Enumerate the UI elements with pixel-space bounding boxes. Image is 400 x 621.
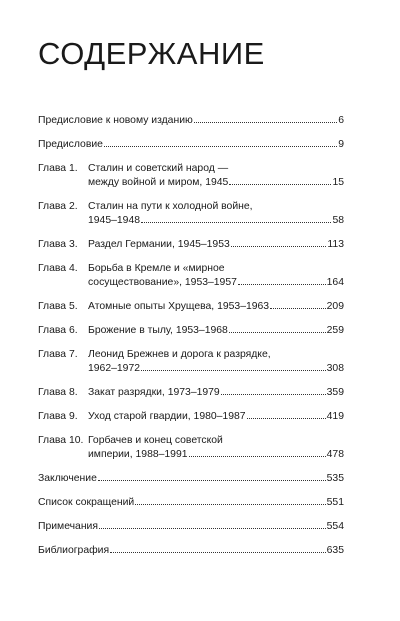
toc-entry-preface-new-edition[interactable] xyxy=(38,114,344,128)
toc-page-number: 6 xyxy=(338,115,344,126)
toc-entry-preface[interactable] xyxy=(38,138,344,152)
dot-leader xyxy=(141,370,326,371)
toc-page-number: 419 xyxy=(326,411,344,422)
toc-page-number: 478 xyxy=(326,449,344,460)
toc-entry-chapter-3[interactable] xyxy=(38,238,344,252)
toc-page-number: 635 xyxy=(326,545,344,556)
dot-leader xyxy=(194,122,337,123)
toc-entry-chapter-2[interactable] xyxy=(38,200,344,228)
chapter-label: Глава 5. xyxy=(38,301,78,312)
chapter-label: Глава 2. xyxy=(38,201,78,212)
toc-entry-chapter-6[interactable] xyxy=(38,324,344,338)
dot-leader xyxy=(141,222,331,223)
toc-entry-title: Раздел Германии, 1945–1953 xyxy=(88,239,230,250)
table-of-contents xyxy=(38,114,344,568)
toc-page-number: 209 xyxy=(326,301,344,312)
toc-entry-chapter-1[interactable] xyxy=(38,162,344,190)
toc-entry-abbreviations[interactable] xyxy=(38,496,344,510)
toc-page-number: 554 xyxy=(326,521,344,532)
chapter-label: Глава 3. xyxy=(38,239,78,250)
toc-entry-title-line1: Горбачев и конец советской xyxy=(88,435,223,446)
toc-page-number: 308 xyxy=(326,363,344,374)
toc-page-number: 535 xyxy=(326,473,344,484)
chapter-label: Глава 1. xyxy=(38,163,78,174)
toc-entry-chapter-5[interactable] xyxy=(38,300,344,314)
dot-leader xyxy=(99,528,326,529)
toc-entry-bibliography[interactable] xyxy=(38,544,344,558)
dot-leader xyxy=(104,146,337,147)
toc-entry-title: Примечания xyxy=(38,521,98,532)
toc-entry-title: Библиография xyxy=(38,545,110,556)
toc-entry-chapter-4[interactable] xyxy=(38,262,344,290)
chapter-label: Глава 4. xyxy=(38,263,78,274)
toc-entry-title: Брожение в тылу, 1953–1968 xyxy=(88,325,228,336)
toc-entry-title-line2: империи, 1988–1991 xyxy=(88,449,188,460)
toc-entry-title-line2: 1962–1972 xyxy=(88,363,141,374)
toc-entry-title: Уход старой гвардии, 1980–1987 xyxy=(88,411,246,422)
chapter-label: Глава 7. xyxy=(38,349,78,360)
toc-page-number: 9 xyxy=(338,139,344,150)
dot-leader xyxy=(189,456,326,457)
chapter-label: Глава 9. xyxy=(38,411,78,422)
toc-entry-title: Список сокращений xyxy=(38,497,135,508)
toc-page-number: 164 xyxy=(326,277,344,288)
toc-entry-title-line1: Борьба в Кремле и «мирное xyxy=(88,263,225,274)
toc-entry-title-line2: сосуществование», 1953–1957 xyxy=(88,277,237,288)
toc-entry-title: Заключение xyxy=(38,473,97,484)
dot-leader xyxy=(238,284,326,285)
toc-entry-title-line1: Сталин на пути к холодной войне, xyxy=(88,201,253,212)
chapter-label: Глава 6. xyxy=(38,325,78,336)
dot-leader xyxy=(110,552,326,553)
toc-entry-title: Атомные опыты Хрущева, 1953–1963 xyxy=(88,301,270,312)
toc-page-number: 359 xyxy=(326,387,344,398)
dot-leader xyxy=(98,480,326,481)
toc-entry-title: Предисловие xyxy=(38,139,103,150)
chapter-label: Глава 10. xyxy=(38,435,84,446)
toc-entry-title: Закат разрядки, 1973–1979 xyxy=(88,387,220,398)
toc-page-number: 15 xyxy=(332,177,344,188)
toc-entry-chapter-7[interactable] xyxy=(38,348,344,376)
page-title: СОДЕРЖАНИЕ xyxy=(38,36,265,71)
toc-entry-title-line2: между войной и миром, 1945 xyxy=(88,177,229,188)
toc-entry-chapter-9[interactable] xyxy=(38,410,344,424)
dot-leader xyxy=(135,504,325,505)
dot-leader xyxy=(231,246,327,247)
toc-entry-title-line1: Сталин и советский народ — xyxy=(88,163,229,174)
toc-page-number: 551 xyxy=(326,497,344,508)
toc-entry-title-line2: 1945–1948 xyxy=(88,215,141,226)
toc-entry-title: Предисловие к новому изданию xyxy=(38,115,193,126)
toc-page-number: 58 xyxy=(332,215,344,226)
chapter-label: Глава 8. xyxy=(38,387,78,398)
dot-leader xyxy=(229,184,331,185)
dot-leader xyxy=(247,418,326,419)
toc-entry-chapter-10[interactable] xyxy=(38,434,344,462)
toc-entry-notes[interactable] xyxy=(38,520,344,534)
toc-entry-conclusion[interactable] xyxy=(38,472,344,486)
dot-leader xyxy=(229,332,326,333)
toc-entry-title-line1: Леонид Брежнев и дорога к разрядке, xyxy=(88,349,271,360)
dot-leader xyxy=(270,308,326,309)
toc-page-number: 259 xyxy=(326,325,344,336)
toc-page-number: 113 xyxy=(327,239,344,250)
dot-leader xyxy=(221,394,326,395)
toc-entry-chapter-8[interactable] xyxy=(38,386,344,400)
